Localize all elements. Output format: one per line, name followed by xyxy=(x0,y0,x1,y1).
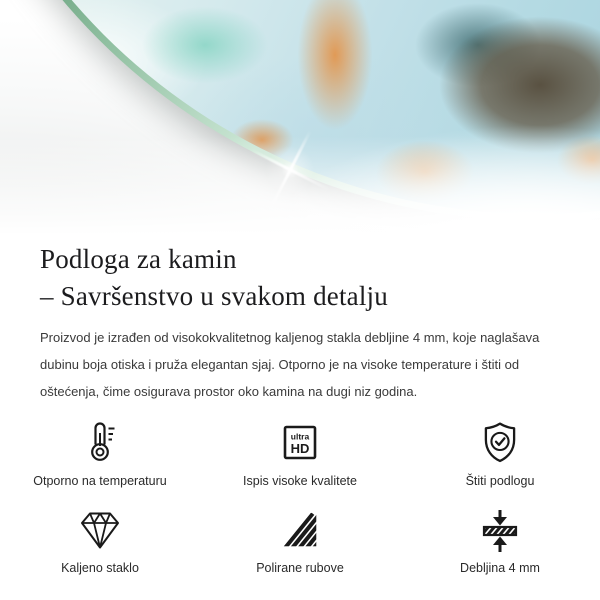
feature-label: Otporno na temperaturu xyxy=(33,474,167,488)
glass-disc xyxy=(0,0,600,235)
thickness-icon xyxy=(478,507,522,553)
features-grid xyxy=(0,420,600,575)
feature-item-polished-edges xyxy=(200,507,400,575)
feature-label: Kaljeno staklo xyxy=(61,561,139,575)
page-title xyxy=(40,241,560,315)
ultra-hd-icon xyxy=(278,420,322,466)
thermometer-icon xyxy=(78,420,122,466)
feature-label: Debljina 4 mm xyxy=(460,561,540,575)
feature-item-tempered-glass xyxy=(0,507,200,575)
feature-label: Ispis visoke kvalitete xyxy=(243,474,357,488)
feature-item-protects xyxy=(400,420,600,488)
shield-check-icon xyxy=(477,420,523,466)
page-title-line1: Podloga za kamin xyxy=(40,244,237,274)
diamond-icon xyxy=(75,507,125,553)
feature-item-print-quality xyxy=(200,420,400,488)
product-description: Proizvod je izrađen od visokokvalitetnog kaljenog stakla debljine 4 mm, koje naglašava dubinu boja otiska i pruža elegantan sjaj. Otporno je na visoke temperature i štiti od oštećenja, čime osigurava prostor oko kamina na dugi niz godina. xyxy=(40,330,540,399)
polished-edges-icon xyxy=(280,507,320,553)
feature-label: Štiti podlogu xyxy=(465,474,535,488)
marble-artwork xyxy=(0,0,600,214)
product-hero-image xyxy=(0,0,600,235)
feature-item-thickness xyxy=(400,507,600,575)
glass-disc-surface xyxy=(0,0,600,214)
ultra-hd-icon-text-bottom: HD xyxy=(290,441,310,456)
feature-label: Polirane rubove xyxy=(256,561,344,575)
page-title-line2: – Savršenstvo u svakom detalju xyxy=(40,281,388,311)
feature-item-temperature xyxy=(0,420,200,488)
ultra-hd-icon-text-top: ultra xyxy=(290,431,310,442)
